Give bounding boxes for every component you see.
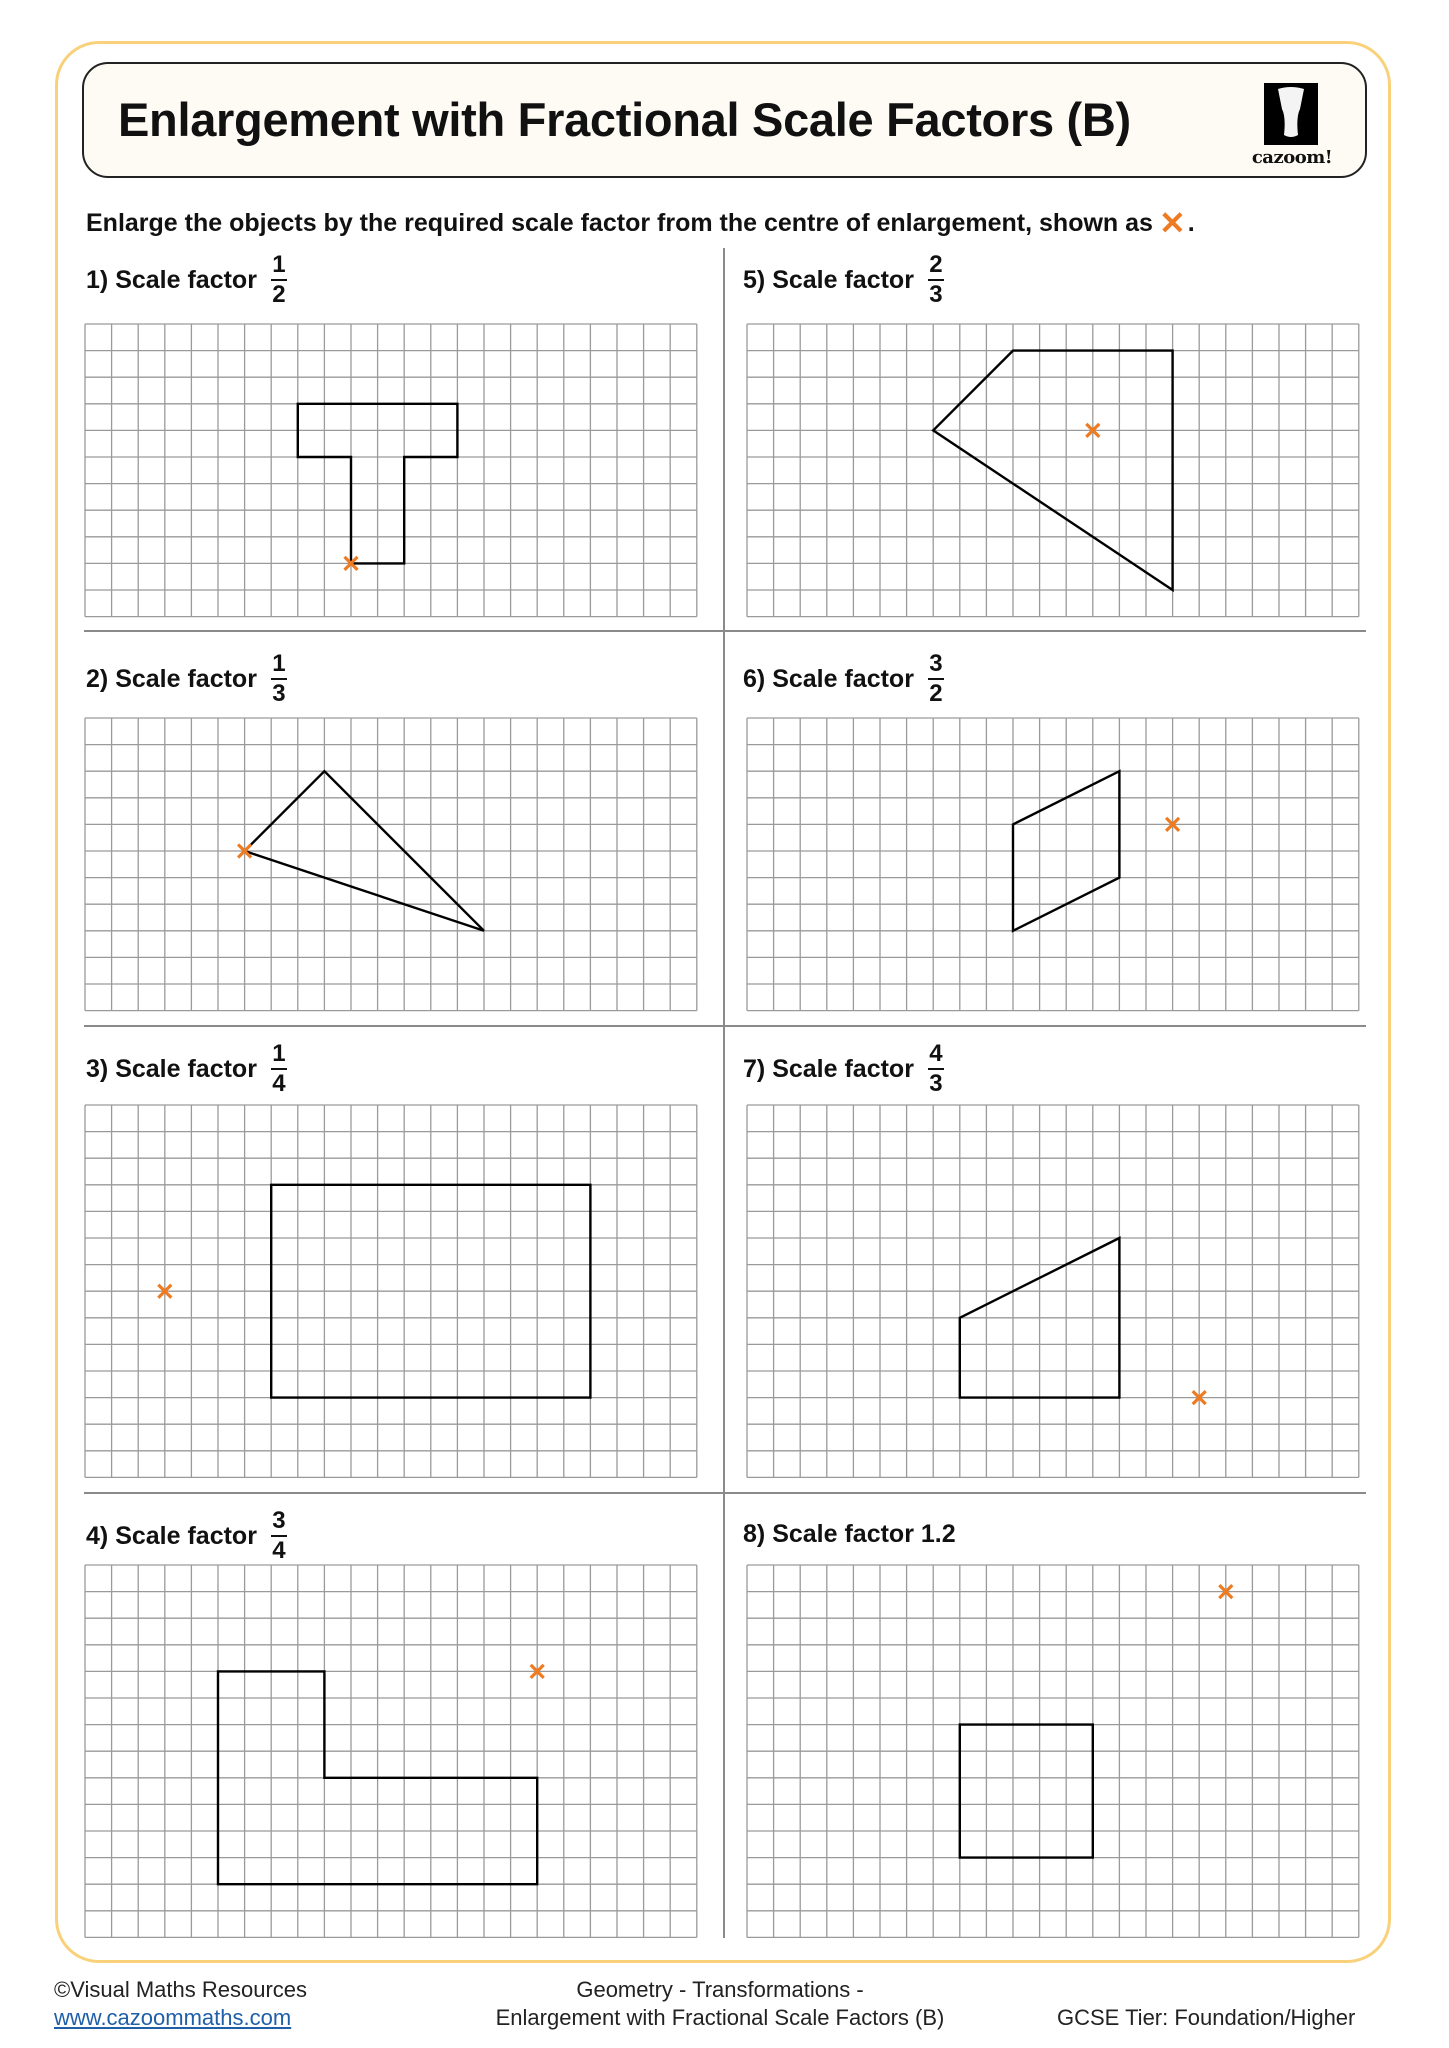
footer-website-link[interactable] bbox=[54, 2005, 291, 2031]
question-text: Scale factor 1.2 bbox=[772, 1520, 956, 1548]
scale-fraction bbox=[928, 1042, 944, 1096]
denominator: 3 bbox=[272, 680, 286, 707]
row-divider-2 bbox=[84, 1025, 1366, 1027]
numerator: 1 bbox=[272, 650, 286, 677]
grid-5[interactable] bbox=[746, 323, 1360, 618]
question-number: 5) bbox=[743, 265, 766, 294]
denominator: 3 bbox=[929, 281, 943, 308]
row-divider-1 bbox=[84, 630, 1366, 632]
question-number: 8) bbox=[743, 1520, 766, 1548]
question-text: Scale factor bbox=[772, 265, 914, 294]
question-text: Scale factor bbox=[115, 265, 257, 294]
footer-tier: GCSE Tier: Foundation/Higher bbox=[1057, 2005, 1356, 2030]
row-divider-3 bbox=[84, 1492, 1366, 1494]
grid-2[interactable] bbox=[84, 717, 698, 1012]
question-text: Scale factor bbox=[115, 1521, 257, 1550]
numerator: 2 bbox=[929, 251, 943, 278]
object-shape bbox=[960, 1725, 1093, 1858]
question-number: 1) bbox=[86, 265, 109, 294]
question-text: Scale factor bbox=[115, 664, 257, 693]
instruction-suffix: . bbox=[1187, 209, 1195, 237]
grid-4[interactable] bbox=[84, 1564, 698, 1938]
object-shape bbox=[933, 351, 1172, 590]
question-label bbox=[86, 1509, 287, 1563]
numerator: 3 bbox=[272, 1507, 286, 1534]
website-link[interactable]: www.cazoommaths.com bbox=[54, 2005, 292, 2030]
grid-7[interactable] bbox=[746, 1104, 1360, 1478]
question-label bbox=[86, 253, 287, 307]
grid-8[interactable] bbox=[746, 1564, 1360, 1938]
question-label bbox=[86, 652, 287, 706]
question-number: 6) bbox=[743, 664, 766, 693]
logo-text: cazoom! bbox=[1251, 147, 1333, 168]
footer-topic-line2: Enlargement with Fractional Scale Factors (B) bbox=[495, 2005, 945, 2030]
question-number: 2) bbox=[86, 664, 109, 693]
denominator: 3 bbox=[929, 1070, 943, 1097]
numerator: 3 bbox=[929, 650, 943, 677]
question-text: Scale factor bbox=[115, 1054, 257, 1083]
instruction-text bbox=[86, 204, 1195, 242]
scale-fraction bbox=[271, 1509, 287, 1563]
denominator: 4 bbox=[272, 1537, 286, 1564]
question-label bbox=[743, 1042, 944, 1096]
cazoom-logo-icon bbox=[1264, 83, 1318, 145]
scale-fraction bbox=[271, 1042, 287, 1096]
numerator: 1 bbox=[272, 1040, 286, 1067]
grid-6[interactable] bbox=[746, 717, 1360, 1012]
question-number: 4) bbox=[86, 1521, 109, 1550]
question-number: 7) bbox=[743, 1054, 766, 1083]
question-label bbox=[86, 1042, 287, 1096]
question-label bbox=[743, 652, 944, 706]
grid-1[interactable] bbox=[84, 323, 698, 618]
question-label bbox=[743, 253, 944, 307]
centre-marker-icon: ✕ bbox=[1158, 205, 1186, 241]
question-text: Scale factor bbox=[772, 1054, 914, 1083]
denominator: 2 bbox=[929, 680, 943, 707]
page-title: Enlargement with Fractional Scale Factors (B) bbox=[118, 93, 1131, 146]
scale-fraction bbox=[928, 652, 944, 706]
scale-fraction bbox=[271, 253, 287, 307]
numerator: 1 bbox=[272, 251, 286, 278]
denominator: 4 bbox=[272, 1070, 286, 1097]
question-label bbox=[743, 1520, 956, 1549]
instruction-body: Enlarge the objects by the required scale factor from the centre of enlargement, shown as bbox=[86, 209, 1153, 237]
question-text: Scale factor bbox=[772, 664, 914, 693]
scale-fraction bbox=[928, 253, 944, 307]
column-divider bbox=[723, 248, 725, 1938]
grid-3[interactable] bbox=[84, 1104, 698, 1478]
footer-topic-line1: Geometry - Transformations - bbox=[576, 1977, 864, 2002]
scale-fraction bbox=[271, 652, 287, 706]
question-number: 3) bbox=[86, 1054, 109, 1083]
denominator: 2 bbox=[272, 281, 286, 308]
numerator: 4 bbox=[929, 1040, 943, 1067]
title-banner bbox=[82, 62, 1367, 178]
footer-copyright: ©Visual Maths Resources bbox=[54, 1977, 308, 2002]
